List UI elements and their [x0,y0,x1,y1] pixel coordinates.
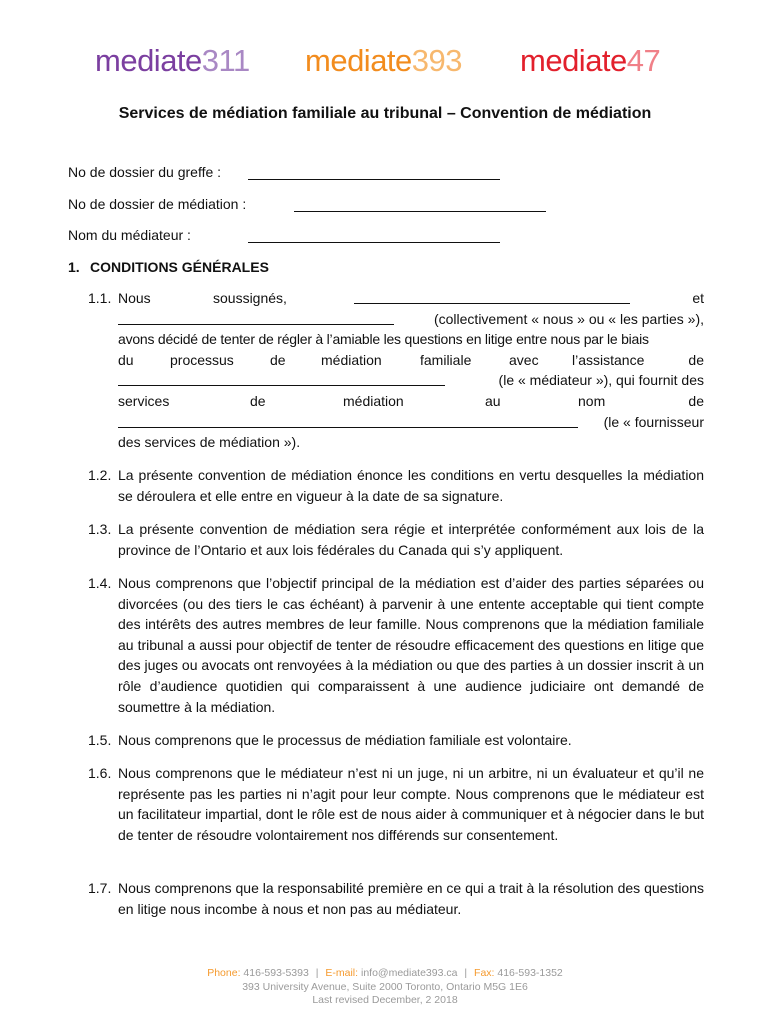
clause-line [118,288,704,309]
phone-label: Phone: [207,967,241,979]
clause-text: La présente convention de médiation énonce les conditions en vertu desquelles la médiation se déroulera et elle entre en vigueur à la date de sa signature. [118,467,704,504]
clause-word: services [118,392,170,409]
clause-word: processus [170,351,234,368]
clause-word: et [692,290,704,306]
mediation-file-number-label: No de dossier de médiation : [68,196,247,212]
clause-number: 1.2. [88,467,112,483]
clause-word: médiation [321,351,382,368]
clause-word: de [688,351,704,368]
section-title: CONDITIONS GÉNÉRALES [90,259,269,275]
clause-text: des services de médiation »). [118,434,301,451]
email-label: E-mail: [325,967,359,979]
footer-separator: | [464,967,468,979]
clause-word: de [250,392,266,409]
mediate47-logo: mediate47 [520,43,661,78]
clause-line [118,350,704,371]
footer-address: 393 University Avenue, Suite 2000 Toronto, Ontario M5G 1E6 [242,980,528,993]
greffe-file-number-label: No de dossier du greffe : [68,164,222,180]
clause-text: Nous comprenons que le médiateur n’est ni un juge, ni un arbitre, ni un évaluateur et qu’il ne représente pas les parties ni n’agit pour leur compte. Nous comprenons que le médiateur est un facilitateur impartial, dont le rôle est de nous aider à communiquer et à négocier dans le but de tenter de résoudre volontairement nos différends sur consentement. [118,765,705,843]
mediator-name-field [68,227,508,245]
mediation-file-number-blank[interactable] [294,211,546,212]
clause-number: 1.5. [88,732,112,748]
clause-line [118,329,704,350]
parties-names-blank-2[interactable] [118,324,394,325]
clause-1-7 [88,878,704,919]
clause-line [118,309,704,330]
clause-word: au [485,392,501,409]
mediator-name-label: Nom du médiateur : [68,227,191,243]
clause-number: 1.1. [88,290,112,306]
fax-label: Fax: [474,967,495,979]
clause-1-5 [88,730,704,751]
clause-text: Nous comprenons que la responsabilité première en ce qui a trait à la résolution des questions en litige nous incombe à nous et non pas au médiateur. [118,880,705,917]
clause-word: du [118,351,134,368]
clause-word: avec [509,351,539,368]
mediate393-logo: mediate393 [305,43,463,78]
clause-1-3 [88,519,704,560]
footer-separator: | [315,967,319,979]
section-number: 1. [68,259,80,275]
clause-1-2 [88,465,704,506]
clause-line [118,370,704,391]
fax-number: 416-593-1352 [497,967,563,979]
clause-text: (collectivement « nous » ou « les parties »), [433,310,704,327]
clause-word: médiation [343,392,404,409]
document-title: Services de médiation familiale au tribunal – Convention de médiation [118,105,652,122]
clause-text: La présente convention de médiation sera régie et interprétée conformément aux lois de la province de l’Ontario et aux lois fédérales du Canada qui s’y appliquent. [118,521,704,558]
phone-number: 416-593-5393 [243,967,309,979]
clause-text: (le « fournisseur [603,413,704,430]
greffe-file-number-field [68,164,508,182]
clause-1-1 [88,288,704,453]
clause-word: l’assistance [572,351,645,368]
clause-word: familiale [420,351,472,368]
section-heading [68,259,269,275]
footer-revised: Last revised December, 2 2018 [312,994,458,1006]
clause-line [118,412,704,433]
mediate311-logo: mediate311 [95,43,250,78]
mediator-name-blank[interactable] [248,242,500,243]
clause-word: de [688,392,704,409]
clause-number: 1.4. [88,575,112,591]
clause-word: de [270,351,286,368]
clause-number: 1.3. [88,521,112,537]
clause-word: nom [578,392,606,409]
page-footer [0,967,770,1008]
logo-bar [0,42,770,82]
mediation-file-number-field [68,196,558,214]
clause-1-4 [88,573,704,717]
clause-text: Nous comprenons que le processus de médiation familiale est volontaire. [118,732,572,748]
clause-text: (le « médiateur »), qui fournit des [498,372,704,389]
clause-text: Nous comprenons que l’objectif principal de la médiation est d’aider des parties séparées ou divorcées (ou des tiers le cas échéant) à parvenir à une entente acceptable qui tient compte des intérêts des autres membres de leur famille. Nous comprenons que la médiation familiale au tribunal a aussi pour objectif de tenter de résoudre efficacement des questions en litige que des juges ou avocats ont renvoyées à la médiation ou que des parties à un dossier inscrit à un rôle d’audience quotidien qui comparaissent à une audience judiciaire ont demandé de soumettre à la médiation. [118,575,704,715]
greffe-file-number-blank[interactable] [248,179,500,180]
clause-number: 1.7. [88,880,112,896]
parties-names-blank[interactable] [354,303,630,304]
clause-text: avons décidé de tenter de régler à l’amiable les questions en litige entre nous par le biais [118,331,649,348]
footer-contact-line [0,967,770,981]
clause-word: Nous [118,290,151,306]
provider-blank[interactable] [118,427,578,428]
mediator-blank[interactable] [118,385,445,386]
clause-word: soussignés, [213,290,287,306]
clause-line [118,432,704,453]
clause-line [118,391,704,412]
email-address[interactable]: info@mediate393.ca [360,967,458,979]
clause-number: 1.6. [88,765,112,781]
clause-1-6 [88,763,704,845]
